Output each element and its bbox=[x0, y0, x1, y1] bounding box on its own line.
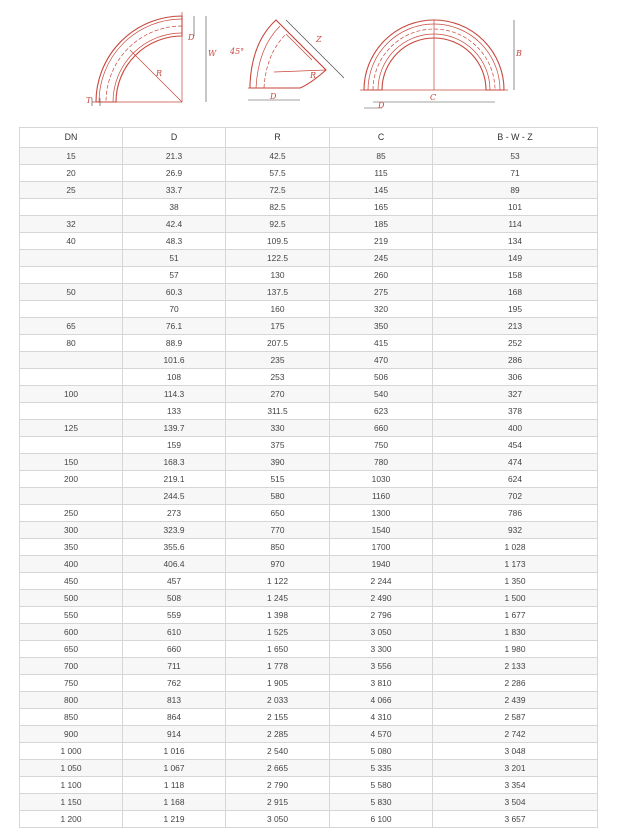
cell-b-w-z: 195 bbox=[433, 301, 598, 318]
cell-b-w-z: 306 bbox=[433, 369, 598, 386]
cell-b-w-z: 454 bbox=[433, 437, 598, 454]
cell-r: 122.5 bbox=[226, 250, 330, 267]
cell-d: 1 016 bbox=[123, 743, 226, 760]
cell-dn: 80 bbox=[20, 335, 123, 352]
cell-r: 92.5 bbox=[226, 216, 330, 233]
table-row bbox=[20, 284, 598, 301]
cell-d: 101.6 bbox=[123, 352, 226, 369]
cell-dn: 700 bbox=[20, 658, 123, 675]
cell-c: 1160 bbox=[330, 488, 433, 505]
table-row bbox=[20, 573, 598, 590]
table-row bbox=[20, 437, 598, 454]
cell-r: 2 915 bbox=[226, 794, 330, 811]
cell-r: 130 bbox=[226, 267, 330, 284]
cell-c: 145 bbox=[330, 182, 433, 199]
cell-c: 3 050 bbox=[330, 624, 433, 641]
cell-r: 2 155 bbox=[226, 709, 330, 726]
cell-dn: 650 bbox=[20, 641, 123, 658]
cell-d: 76.1 bbox=[123, 318, 226, 335]
table-row bbox=[20, 760, 598, 777]
cell-dn: 600 bbox=[20, 624, 123, 641]
table-row bbox=[20, 386, 598, 403]
cell-c: 415 bbox=[330, 335, 433, 352]
cell-r: 2 285 bbox=[226, 726, 330, 743]
table-row bbox=[20, 165, 598, 182]
table-row bbox=[20, 607, 598, 624]
cell-b-w-z: 2 587 bbox=[433, 709, 598, 726]
table-row bbox=[20, 318, 598, 335]
cell-c: 660 bbox=[330, 420, 433, 437]
cell-c: 3 810 bbox=[330, 675, 433, 692]
cell-d: 1 118 bbox=[123, 777, 226, 794]
cell-r: 253 bbox=[226, 369, 330, 386]
cell-b-w-z: 786 bbox=[433, 505, 598, 522]
cell-dn: 25 bbox=[20, 182, 123, 199]
cell-c: 260 bbox=[330, 267, 433, 284]
table-row bbox=[20, 556, 598, 573]
header-c: C bbox=[330, 128, 433, 148]
cell-dn bbox=[20, 403, 123, 420]
elbow-90-diagram bbox=[86, 10, 216, 110]
elbow-180-diagram bbox=[356, 14, 524, 112]
table-row bbox=[20, 250, 598, 267]
cell-c: 5 080 bbox=[330, 743, 433, 760]
elbow-180-label-d: D bbox=[378, 101, 385, 110]
header-b-w-z: B - W - Z bbox=[433, 128, 598, 148]
cell-r: 311.5 bbox=[226, 403, 330, 420]
cell-dn: 100 bbox=[20, 386, 123, 403]
cell-dn: 300 bbox=[20, 522, 123, 539]
cell-r: 580 bbox=[226, 488, 330, 505]
table-row bbox=[20, 301, 598, 318]
table-row bbox=[20, 658, 598, 675]
cell-r: 1 905 bbox=[226, 675, 330, 692]
cell-dn: 20 bbox=[20, 165, 123, 182]
table-row bbox=[20, 794, 598, 811]
cell-c: 165 bbox=[330, 199, 433, 216]
cell-dn: 400 bbox=[20, 556, 123, 573]
cell-c: 245 bbox=[330, 250, 433, 267]
cell-b-w-z: 2 742 bbox=[433, 726, 598, 743]
cell-d: 457 bbox=[123, 573, 226, 590]
cell-d: 219.1 bbox=[123, 471, 226, 488]
cell-dn: 850 bbox=[20, 709, 123, 726]
cell-dn: 550 bbox=[20, 607, 123, 624]
cell-r: 1 778 bbox=[226, 658, 330, 675]
cell-b-w-z: 252 bbox=[433, 335, 598, 352]
cell-dn bbox=[20, 199, 123, 216]
cell-c: 506 bbox=[330, 369, 433, 386]
cell-d: 48.3 bbox=[123, 233, 226, 250]
cell-c: 623 bbox=[330, 403, 433, 420]
cell-r: 57.5 bbox=[226, 165, 330, 182]
cell-d: 26.9 bbox=[123, 165, 226, 182]
elbow-180-label-b: B bbox=[516, 49, 522, 58]
cell-c: 540 bbox=[330, 386, 433, 403]
cell-r: 650 bbox=[226, 505, 330, 522]
cell-b-w-z: 3 201 bbox=[433, 760, 598, 777]
cell-dn: 350 bbox=[20, 539, 123, 556]
cell-d: 914 bbox=[123, 726, 226, 743]
elbow-45-label-z: Z bbox=[316, 35, 322, 44]
cell-c: 85 bbox=[330, 148, 433, 165]
cell-c: 4 570 bbox=[330, 726, 433, 743]
cell-d: 51 bbox=[123, 250, 226, 267]
cell-dn: 1 000 bbox=[20, 743, 123, 760]
cell-d: 70 bbox=[123, 301, 226, 318]
cell-d: 244.5 bbox=[123, 488, 226, 505]
cell-d: 114.3 bbox=[123, 386, 226, 403]
cell-c: 470 bbox=[330, 352, 433, 369]
cell-d: 1 219 bbox=[123, 811, 226, 828]
cell-b-w-z: 932 bbox=[433, 522, 598, 539]
cell-r: 770 bbox=[226, 522, 330, 539]
cell-b-w-z: 134 bbox=[433, 233, 598, 250]
cell-c: 5 830 bbox=[330, 794, 433, 811]
cell-c: 6 100 bbox=[330, 811, 433, 828]
cell-d: 168.3 bbox=[123, 454, 226, 471]
cell-b-w-z: 2 439 bbox=[433, 692, 598, 709]
cell-c: 115 bbox=[330, 165, 433, 182]
cell-dn bbox=[20, 250, 123, 267]
cell-b-w-z: 71 bbox=[433, 165, 598, 182]
table-header-row bbox=[20, 128, 598, 148]
elbow-45-label-r: R bbox=[310, 71, 317, 80]
cell-dn: 150 bbox=[20, 454, 123, 471]
elbow-90-label-d: D bbox=[188, 33, 195, 42]
cell-d: 813 bbox=[123, 692, 226, 709]
cell-r: 82.5 bbox=[226, 199, 330, 216]
cell-b-w-z: 3 504 bbox=[433, 794, 598, 811]
cell-c: 2 796 bbox=[330, 607, 433, 624]
cell-r: 515 bbox=[226, 471, 330, 488]
cell-dn: 1 150 bbox=[20, 794, 123, 811]
table-row bbox=[20, 539, 598, 556]
cell-b-w-z: 101 bbox=[433, 199, 598, 216]
cell-b-w-z: 158 bbox=[433, 267, 598, 284]
cell-b-w-z: 702 bbox=[433, 488, 598, 505]
cell-r: 375 bbox=[226, 437, 330, 454]
table-row bbox=[20, 811, 598, 828]
cell-r: 270 bbox=[226, 386, 330, 403]
cell-d: 88.9 bbox=[123, 335, 226, 352]
cell-r: 1 245 bbox=[226, 590, 330, 607]
cell-d: 355.6 bbox=[123, 539, 226, 556]
cell-r: 390 bbox=[226, 454, 330, 471]
elbow-45-diagram bbox=[228, 12, 358, 104]
table-row bbox=[20, 420, 598, 437]
cell-dn: 32 bbox=[20, 216, 123, 233]
table-row bbox=[20, 454, 598, 471]
header-d: D bbox=[123, 128, 226, 148]
cell-dn: 125 bbox=[20, 420, 123, 437]
cell-dn bbox=[20, 369, 123, 386]
cell-d: 610 bbox=[123, 624, 226, 641]
cell-dn bbox=[20, 437, 123, 454]
cell-c: 3 300 bbox=[330, 641, 433, 658]
cell-d: 60.3 bbox=[123, 284, 226, 301]
cell-d: 508 bbox=[123, 590, 226, 607]
table-row bbox=[20, 692, 598, 709]
cell-dn bbox=[20, 488, 123, 505]
elbow-45-label-d: D bbox=[270, 92, 277, 101]
cell-d: 1 168 bbox=[123, 794, 226, 811]
cell-r: 137.5 bbox=[226, 284, 330, 301]
cell-b-w-z: 3 657 bbox=[433, 811, 598, 828]
table-row bbox=[20, 352, 598, 369]
cell-r: 1 650 bbox=[226, 641, 330, 658]
cell-b-w-z: 1 500 bbox=[433, 590, 598, 607]
table-row bbox=[20, 777, 598, 794]
cell-r: 1 525 bbox=[226, 624, 330, 641]
cell-d: 108 bbox=[123, 369, 226, 386]
table-row bbox=[20, 522, 598, 539]
cell-c: 1030 bbox=[330, 471, 433, 488]
cell-dn: 1 200 bbox=[20, 811, 123, 828]
cell-dn: 40 bbox=[20, 233, 123, 250]
cell-r: 2 540 bbox=[226, 743, 330, 760]
cell-dn: 50 bbox=[20, 284, 123, 301]
cell-d: 323.9 bbox=[123, 522, 226, 539]
cell-d: 139.7 bbox=[123, 420, 226, 437]
cell-dn: 15 bbox=[20, 148, 123, 165]
cell-dn: 1 100 bbox=[20, 777, 123, 794]
cell-dn: 500 bbox=[20, 590, 123, 607]
cell-dn: 800 bbox=[20, 692, 123, 709]
cell-b-w-z: 2 286 bbox=[433, 675, 598, 692]
cell-r: 2 790 bbox=[226, 777, 330, 794]
cell-c: 1300 bbox=[330, 505, 433, 522]
cell-d: 57 bbox=[123, 267, 226, 284]
diagram-strip bbox=[0, 0, 617, 118]
cell-dn: 250 bbox=[20, 505, 123, 522]
cell-d: 864 bbox=[123, 709, 226, 726]
header-r: R bbox=[226, 128, 330, 148]
cell-c: 4 310 bbox=[330, 709, 433, 726]
cell-dn: 900 bbox=[20, 726, 123, 743]
cell-b-w-z: 53 bbox=[433, 148, 598, 165]
cell-dn: 65 bbox=[20, 318, 123, 335]
cell-b-w-z: 149 bbox=[433, 250, 598, 267]
cell-c: 2 244 bbox=[330, 573, 433, 590]
cell-d: 21.3 bbox=[123, 148, 226, 165]
elbow-180-label-c: C bbox=[430, 93, 437, 102]
cell-c: 5 580 bbox=[330, 777, 433, 794]
cell-b-w-z: 378 bbox=[433, 403, 598, 420]
cell-b-w-z: 213 bbox=[433, 318, 598, 335]
elbow-45-label-angle: 45° bbox=[230, 47, 245, 56]
table-row bbox=[20, 335, 598, 352]
cell-r: 160 bbox=[226, 301, 330, 318]
table-row bbox=[20, 403, 598, 420]
cell-b-w-z: 286 bbox=[433, 352, 598, 369]
cell-r: 2 033 bbox=[226, 692, 330, 709]
cell-b-w-z: 400 bbox=[433, 420, 598, 437]
cell-dn: 200 bbox=[20, 471, 123, 488]
table-row bbox=[20, 505, 598, 522]
cell-c: 1700 bbox=[330, 539, 433, 556]
cell-b-w-z: 1 350 bbox=[433, 573, 598, 590]
cell-b-w-z: 3 354 bbox=[433, 777, 598, 794]
cell-b-w-z: 474 bbox=[433, 454, 598, 471]
cell-d: 406.4 bbox=[123, 556, 226, 573]
cell-b-w-z: 624 bbox=[433, 471, 598, 488]
elbow-90-label-t: T bbox=[86, 96, 92, 105]
cell-b-w-z: 1 980 bbox=[433, 641, 598, 658]
cell-b-w-z: 168 bbox=[433, 284, 598, 301]
cell-r: 850 bbox=[226, 539, 330, 556]
cell-b-w-z: 1 173 bbox=[433, 556, 598, 573]
cell-r: 970 bbox=[226, 556, 330, 573]
cell-b-w-z: 1 677 bbox=[433, 607, 598, 624]
cell-c: 350 bbox=[330, 318, 433, 335]
cell-c: 5 335 bbox=[330, 760, 433, 777]
table-row bbox=[20, 641, 598, 658]
cell-d: 660 bbox=[123, 641, 226, 658]
cell-b-w-z: 114 bbox=[433, 216, 598, 233]
elbow-90-label-w: W bbox=[208, 49, 217, 58]
table-row bbox=[20, 233, 598, 250]
table-row bbox=[20, 471, 598, 488]
cell-d: 42.4 bbox=[123, 216, 226, 233]
cell-d: 559 bbox=[123, 607, 226, 624]
cell-b-w-z: 89 bbox=[433, 182, 598, 199]
cell-r: 3 050 bbox=[226, 811, 330, 828]
table-row bbox=[20, 624, 598, 641]
table-row bbox=[20, 199, 598, 216]
cell-dn: 1 050 bbox=[20, 760, 123, 777]
cell-c: 4 066 bbox=[330, 692, 433, 709]
cell-c: 320 bbox=[330, 301, 433, 318]
cell-dn bbox=[20, 301, 123, 318]
cell-c: 219 bbox=[330, 233, 433, 250]
table-row bbox=[20, 182, 598, 199]
cell-d: 133 bbox=[123, 403, 226, 420]
table-row bbox=[20, 675, 598, 692]
cell-dn bbox=[20, 352, 123, 369]
cell-c: 185 bbox=[330, 216, 433, 233]
cell-d: 159 bbox=[123, 437, 226, 454]
cell-c: 3 556 bbox=[330, 658, 433, 675]
cell-dn: 750 bbox=[20, 675, 123, 692]
header-dn: DN bbox=[20, 128, 123, 148]
table-row bbox=[20, 726, 598, 743]
cell-c: 780 bbox=[330, 454, 433, 471]
table-row bbox=[20, 369, 598, 386]
cell-b-w-z: 3 048 bbox=[433, 743, 598, 760]
cell-c: 1940 bbox=[330, 556, 433, 573]
table-row bbox=[20, 216, 598, 233]
table-body bbox=[20, 148, 598, 828]
cell-dn: 450 bbox=[20, 573, 123, 590]
dimensions-table bbox=[19, 127, 598, 828]
cell-r: 207.5 bbox=[226, 335, 330, 352]
cell-d: 711 bbox=[123, 658, 226, 675]
cell-r: 1 398 bbox=[226, 607, 330, 624]
cell-b-w-z: 327 bbox=[433, 386, 598, 403]
cell-c: 275 bbox=[330, 284, 433, 301]
cell-d: 38 bbox=[123, 199, 226, 216]
cell-b-w-z: 1 028 bbox=[433, 539, 598, 556]
cell-r: 1 122 bbox=[226, 573, 330, 590]
cell-d: 273 bbox=[123, 505, 226, 522]
cell-d: 762 bbox=[123, 675, 226, 692]
cell-b-w-z: 1 830 bbox=[433, 624, 598, 641]
cell-r: 175 bbox=[226, 318, 330, 335]
table-row bbox=[20, 590, 598, 607]
cell-d: 33.7 bbox=[123, 182, 226, 199]
cell-b-w-z: 2 133 bbox=[433, 658, 598, 675]
table-row bbox=[20, 709, 598, 726]
cell-d: 1 067 bbox=[123, 760, 226, 777]
cell-dn bbox=[20, 267, 123, 284]
cell-r: 42.5 bbox=[226, 148, 330, 165]
cell-c: 750 bbox=[330, 437, 433, 454]
cell-r: 109.5 bbox=[226, 233, 330, 250]
dimensions-table-container bbox=[19, 127, 597, 828]
cell-c: 1540 bbox=[330, 522, 433, 539]
cell-r: 2 665 bbox=[226, 760, 330, 777]
table-row bbox=[20, 148, 598, 165]
table-row bbox=[20, 488, 598, 505]
table-row bbox=[20, 267, 598, 284]
cell-r: 330 bbox=[226, 420, 330, 437]
table-row bbox=[20, 743, 598, 760]
elbow-90-label-r: R bbox=[156, 69, 163, 78]
cell-c: 2 490 bbox=[330, 590, 433, 607]
cell-r: 72.5 bbox=[226, 182, 330, 199]
cell-r: 235 bbox=[226, 352, 330, 369]
